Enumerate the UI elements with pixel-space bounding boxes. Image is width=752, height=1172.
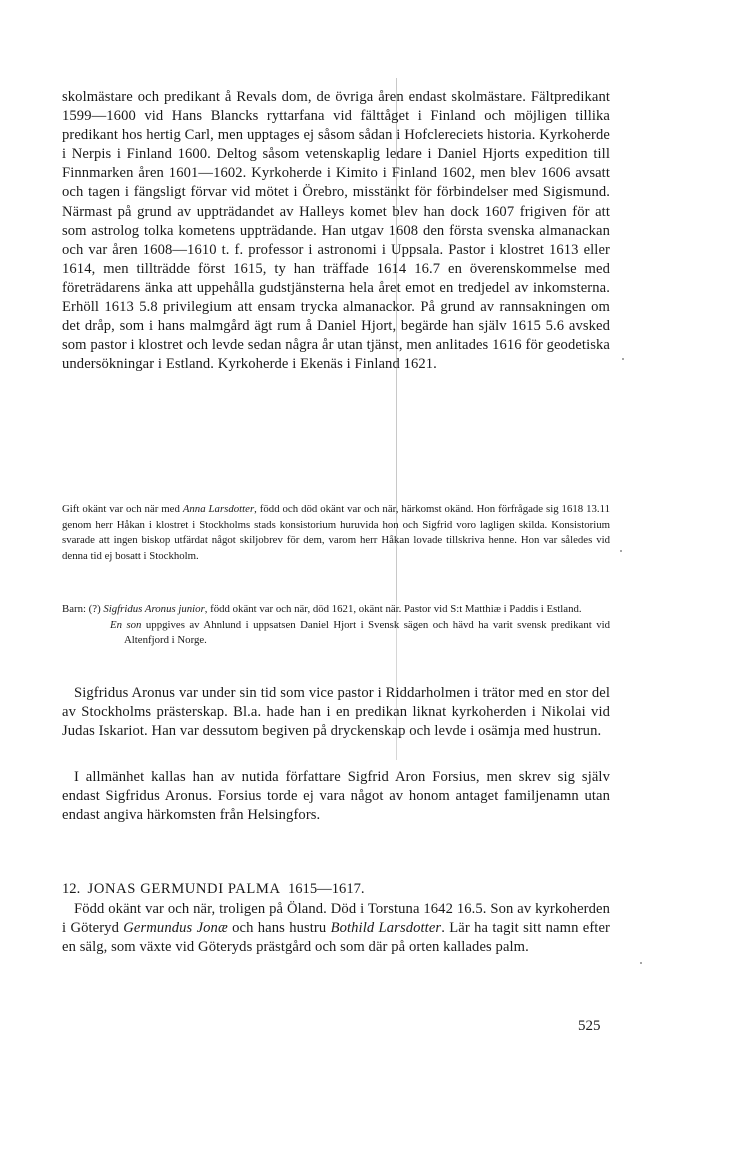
paper-speck bbox=[640, 962, 642, 964]
vice-pastor-paragraph: Sigfridus Aronus var under sin tid som vice pastor i Riddarholmen i trätor med en stor del av Stockholms prästerskap. Bl.a. hade han i en predikan liknat kyrkoherden i Nikolai vid Judas Iskariot. Han var dessutom begiven på dryckenskap och levde i osämja med hustrun. bbox=[62, 685, 610, 740]
children-list bbox=[62, 602, 610, 649]
father-name: Germundus Jonæ bbox=[123, 920, 228, 937]
name-paragraph: I allmänhet kallas han av nutida författare Sigfrid Aron Forsius, men skrev sig själv endast Sigfridus Aronus. Forsius torde ej vara något av honom antaget familjenamn utan endast angiva härkomsten från Helsingfors. bbox=[62, 769, 610, 824]
page-number: 525 bbox=[578, 1018, 601, 1034]
paper-speck bbox=[622, 358, 624, 360]
wife-name: Anna Larsdotter bbox=[182, 503, 255, 515]
biography-paragraph: skolmästare och predikant å Revals dom, de övriga åren endast skolmästare. Fältpredikant 1599—1600 vid Hans Blancks ryttarfana vid fälttåget i Finland och möjligen tillika predikant hos hertig Carl, men upptages ej såsom sådan i Hofclereciets historia. Kyrkoherde i Nerpis i Finland 1600. Deltog såsom vetenskaplig ledare i Daniel Hjorts expedition till Finnmarken åren 1601—1602. Kyrkoherde i Kimito i Finland 1602, men blev 1606 avsatt och tagen i fängsligt förvar vid mötet i Örebro, misstänkt för förbindelser med Sigismund. Närmast på grund av uppträdandet av Halleys komet blev han dock 1607 frigiven för att som astrolog tolka kometens uppträdande. Han utgav 1608 den första svenska almanackan och var åren 1608—1610 t. f. professor i astronomi i Uppsala. Pastor i klostret 1613 eller 1614, men tillträdde först 1615, ty han träffade 1614 16.7 en överenskommelse med företrädarens änka att uppehålla gudstjänsterna hela året emot en tredjedel av inkomsterna. Erhöll 1613 5.8 privilegium att ensam trycka almanackor. På grund av rannsakningen om det dråp, som i hans malmgård ägt rum å Daniel Hjort, begärde han själv 1615 5.6 avsked som pastor i klostret och levde sedan några år utan tjänst, men anlitades 1616 för geodetiska undersökningar i Estland. Kyrkoherde i Ekenäs i Finland 1621. bbox=[62, 89, 610, 373]
child-entry: Barn: (?) Sigfridus Aronus junior, född okänt var och när, död 1621, okänt när. Pastor vid S:t Matthiæ i Paddis i Estland. bbox=[62, 603, 582, 615]
child-name: Sigfridus Aronus junior bbox=[103, 603, 205, 615]
entry-heading bbox=[62, 880, 610, 899]
marriage-note: Gift okänt var och när med Anna Larsdotter, född och död okänt var och när, härkomst okänd. Hon förfrågade sig 1618 13.11 genom herr Håkan i klostret i Stockholms stads konsistorium huruvida hon och Sigfrid voro lagligen skilda. Konsistorium svarade att ingen biskop utfärdat något skiljobrev för dem, varom herr Håkan lovade tillskriva henne. Hon var således vid denna tid ej bosatt i Stockholm. bbox=[62, 503, 610, 562]
entry-paragraph: Född okänt var och när, troligen på Öland. Död i Torstuna 1642 16.5. Son av kyrkoherden i Göteryd Germundus Jonæ och hans hustru Bothild Larsdotter. Lär ha tagit sitt namn efter en sälg, som växte vid Göteryds prästgård och som där på orten kallades palm. bbox=[62, 901, 610, 956]
paper-speck bbox=[620, 550, 622, 552]
son-label: En son bbox=[110, 618, 142, 631]
entry-name: JONAS GERMUNDI PALMA bbox=[87, 881, 281, 897]
son-entry: En son uppgives av Ahnlund i uppsatsen Daniel Hjort i Svensk sägen och hävd ha varit svensk predikant vid Altenfjord i Norge. bbox=[110, 618, 610, 647]
entry-years: 1615—1617. bbox=[287, 881, 365, 897]
mother-name: Bothild Larsdotter bbox=[330, 920, 442, 937]
entry-number: 12. bbox=[62, 881, 81, 897]
